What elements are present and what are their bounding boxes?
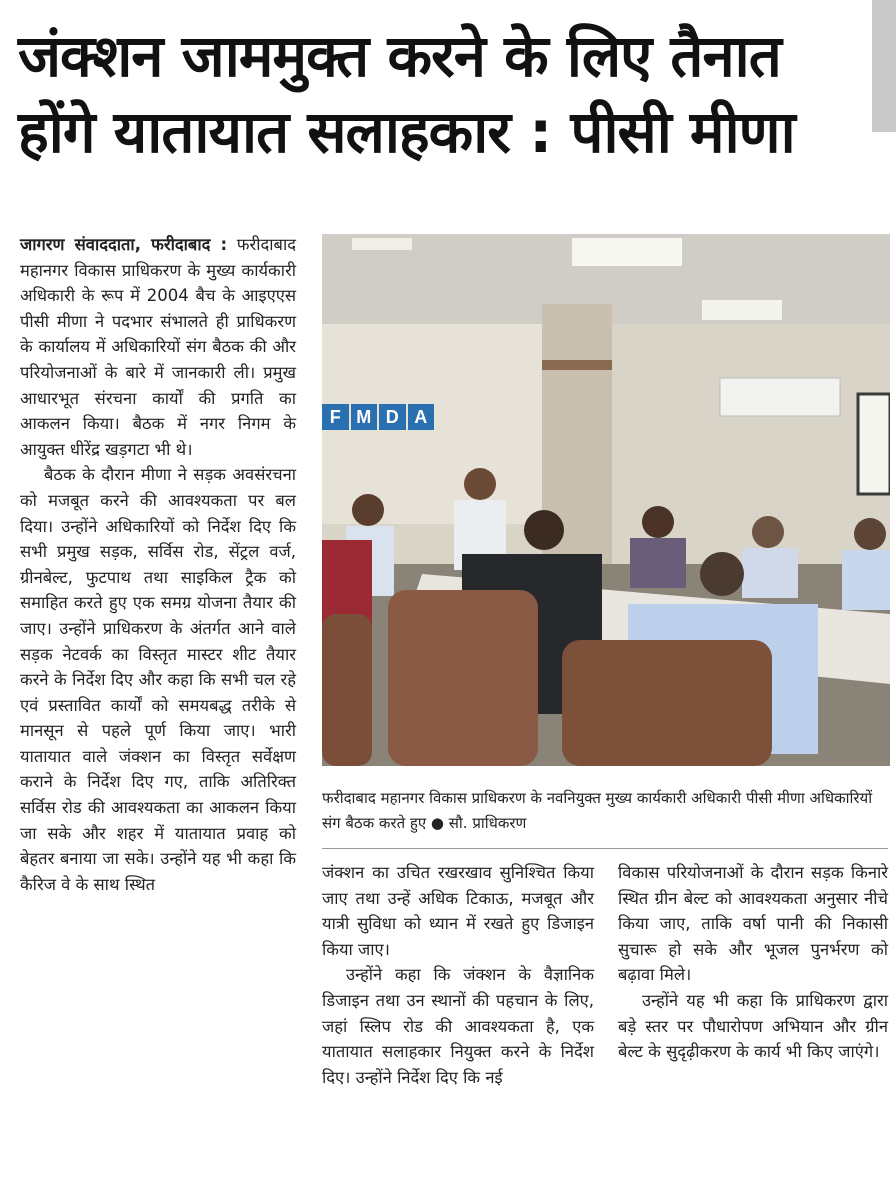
article-column-1 (20, 232, 296, 897)
meeting-photo-illustration (322, 234, 890, 766)
sign-letter: F (322, 404, 349, 430)
headline-line-1: जंक्शन जाममुक्त करने के लिए तैनात (18, 22, 781, 90)
margin-bar (872, 0, 896, 132)
article-paragraph: जंक्शन का उचित रखरखाव सुनिश्चित किया जाए तथा उन्हें अधिक टिकाऊ, मजबूत और यात्री सुविधा को ध्यान में रखते हुए डिजाइन किया जाए। (322, 863, 594, 959)
fmda-sign (322, 404, 438, 454)
headline-line-2: होंगे यातायात सलाहकार : पीसी मीणा (18, 98, 795, 166)
byline: जागरण संवाददाता, फरीदाबाद : (20, 235, 228, 254)
article-paragraph: विकास परियोजनाओं के दौरान सड़क किनारे स्थित ग्रीन बेल्ट को आवश्यकता अनुसार नीचे किया जाए, ताकि वर्षा पानी की निकासी सुचारू हो सके और भूजल पुनर्भरण को बढ़ावा मिले। (618, 863, 888, 985)
sign-letter: A (408, 404, 435, 430)
sign-letter: M (351, 404, 378, 430)
sign-letter: D (379, 404, 406, 430)
photo-caption: फरीदाबाद महानगर विकास प्राधिकरण के नवनियुक्त मुख्य कार्यकारी अधिकारी पीसी मीणा अधिकारियों संग बैठक करते हुए ● सौ. प्राधिकरण (322, 789, 873, 832)
caption-divider (322, 848, 888, 849)
article-paragraph: बैठक के दौरान मीणा ने सड़क अवसंरचना को मजबूत करने की आवश्यकता पर बल दिया। उन्होंने अधिकारियों को निर्देश दिए कि सभी प्रमुख सड़क, सर्विस रोड, सेंट्रल वर्ज, ग्रीनबेल्ट, फुटपाथ तथा साइकिल ट्रैक को समाहित करते हुए एक समग्र योजना तैयार की जाए। उन्होंने प्राधिकरण के अंतर्गत आने वाले सड़क नेटवर्क का विस्तृत मास्टर शीट तैयार करने के निर्देश दिए और कहा कि सभी चल रहे एवं प्रस्तावित कार्यों को समयबद्ध तरीके से मानसून से पहले पूर्ण किया जाए। भारी यातायात वाले जंक्शन का विस्तृत सर्वेक्षण कराने के निर्देश दिए गए, ताकि अतिरिक्त सर्विस रोड की आवश्यकता का आकलन किया जा सके और शहर में यातायात प्रवाह को बेहतर बनाया जा सके। उन्होंने यह भी कहा कि कैरिज वे के साथ स्थित (20, 465, 296, 894)
article-paragraph (20, 232, 296, 462)
headline (18, 18, 868, 170)
article-column-3 (618, 860, 888, 1065)
article-paragraph: उन्होंने यह भी कहा कि प्राधिकरण द्वारा बड़े स्तर पर पौधारोपण अभियान और ग्रीन बेल्ट के सुदृढ़ीकरण के कार्य भी किए जाएंगे। (618, 990, 888, 1062)
article-column-2 (322, 860, 594, 1090)
meeting-photo (322, 234, 890, 766)
paragraph-text: फरीदाबाद महानगर विकास प्राधिकरण के मुख्य कार्यकारी अधिकारी के रूप में 2004 बैच के आइएएस पीसी मीणा ने पदभार संभालते ही प्राधिकरण के कार्यालय में अधिकारियों संग बैठक की और परियोजनाओं के बारे में जानकारी ली। प्रमुख आधारभूत संरचना कार्यों की प्रगति का आकलन किया। बैठक में नगर निगम के आयुक्त धीरेंद्र खड़गटा भी थे। (20, 235, 296, 459)
article-paragraph: उन्होंने कहा कि जंक्शन के वैज्ञानिक डिजाइन तथा उन स्थानों की पहचान के लिए, जहां स्लिप रोड की आवश्यकता है, एक यातायात सलाहकार नियुक्त करने के निर्देश दिए। उन्होंने निर्देश दिए कि नई (322, 965, 594, 1087)
